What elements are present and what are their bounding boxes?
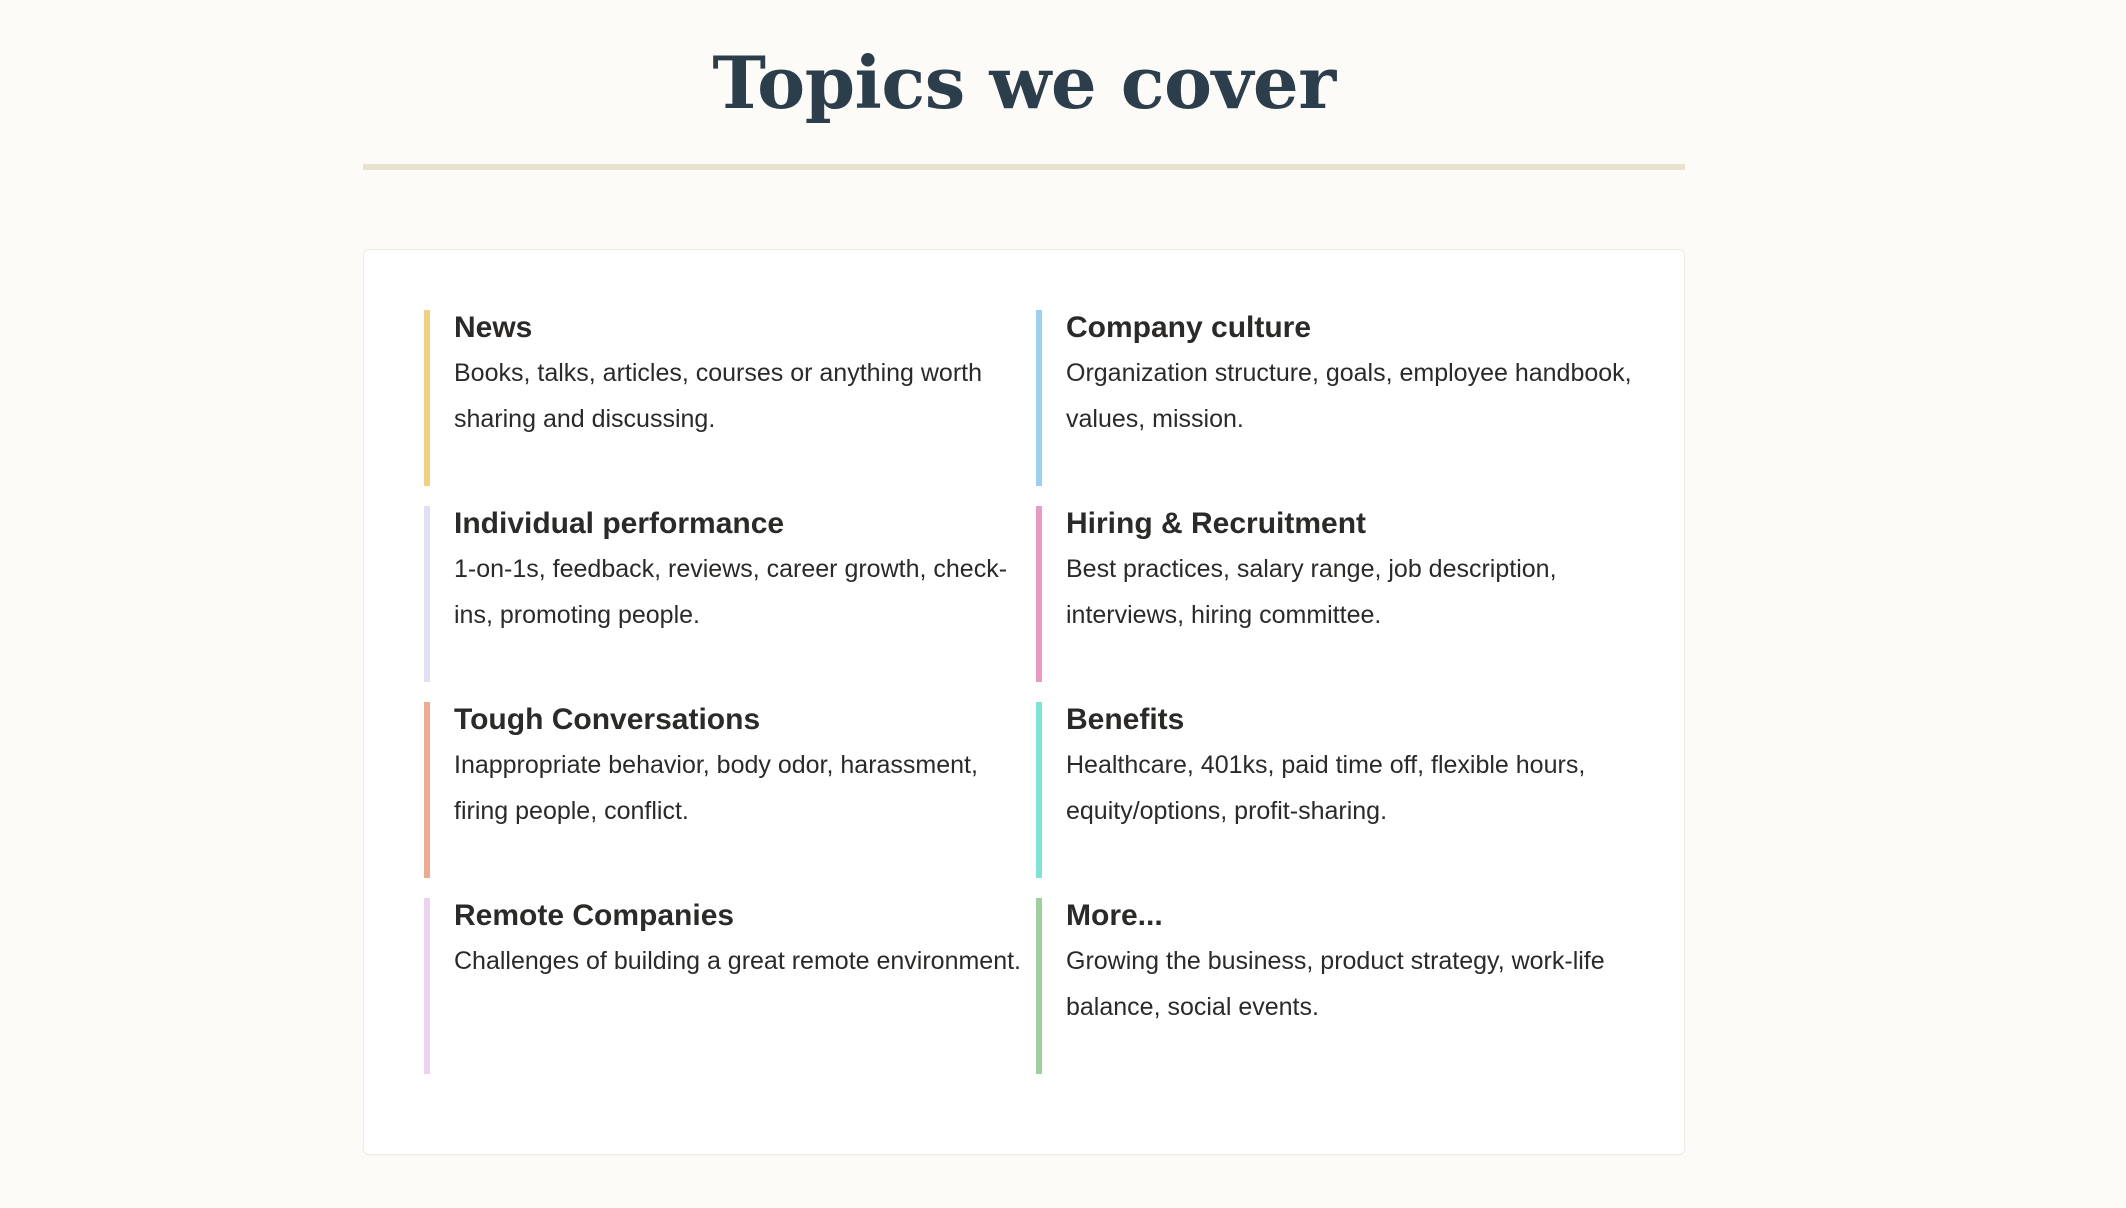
topic-title: More...: [1066, 899, 1163, 932]
topic-benefits: [1036, 702, 1636, 878]
topic-news: [424, 310, 1024, 486]
topic-more: [1036, 898, 1636, 1074]
topic-description: Healthcare, 401ks, paid time off, flexible hours, equity/options, profit-sharing.: [1066, 751, 1586, 825]
topic-company-culture: [1036, 310, 1636, 486]
topic-title: Company culture: [1066, 311, 1312, 344]
topic-title: Individual performance: [454, 507, 785, 540]
topic-description: Growing the business, product strategy, work-life balance, social events.: [1066, 947, 1605, 1021]
topics-card: [363, 249, 1685, 1155]
topic-remote-companies: [424, 898, 1024, 1074]
topic-description: Books, talks, articles, courses or anything worth sharing and discussing.: [454, 359, 983, 433]
topic-description: Best practices, salary range, job description, interviews, hiring committee.: [1066, 555, 1557, 629]
page-title: Topics we cover: [712, 40, 1336, 125]
topic-title: Remote Companies: [454, 899, 735, 932]
topic-title: Tough Conversations: [454, 703, 761, 736]
topic-title: News: [454, 311, 533, 344]
title-divider: [363, 164, 1685, 170]
topic-title: Hiring & Recruitment: [1066, 507, 1367, 540]
topic-tough-conversations: [424, 702, 1024, 878]
topic-description: Inappropriate behavior, body odor, harassment, firing people, conflict.: [454, 751, 978, 825]
topic-title: Benefits: [1066, 703, 1185, 736]
topic-description: Organization structure, goals, employee handbook, values, mission.: [1066, 359, 1632, 433]
topic-description: 1-on-1s, feedback, reviews, career growth, check-ins, promoting people.: [454, 555, 1008, 629]
topic-hiring-recruitment: [1036, 506, 1636, 682]
topic-individual-performance: [424, 506, 1024, 682]
topic-description: Challenges of building a great remote environment.: [454, 947, 1022, 975]
